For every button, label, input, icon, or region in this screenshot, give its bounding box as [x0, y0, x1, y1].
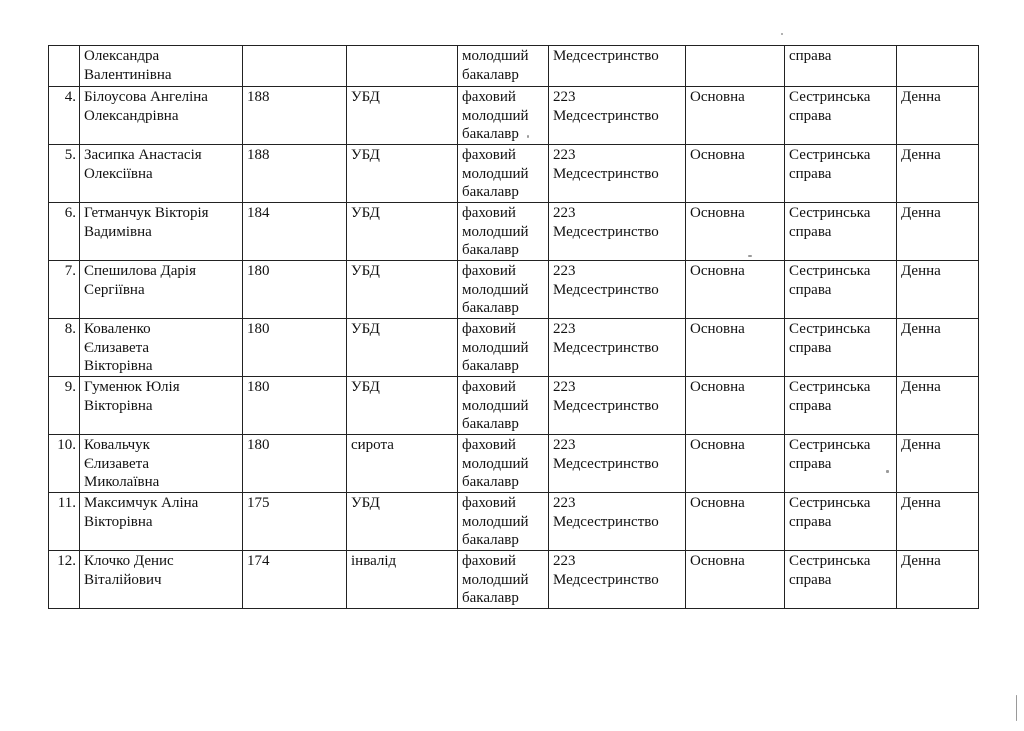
scan-speck — [527, 135, 529, 138]
cell-score-text: 180 — [247, 263, 270, 279]
cell-degree-line: бакалавр — [462, 126, 519, 142]
cell-program-line: справа — [789, 455, 832, 472]
cell-full-name-line: Єлизавета — [84, 339, 150, 356]
admission-table — [48, 45, 979, 609]
cell-number-text: 4. — [64, 89, 76, 105]
cell-full-name-line: Ковальчук — [84, 437, 150, 453]
cell-full-name-line: Вадимівна — [84, 223, 152, 240]
cell-program-line: Сестринська — [789, 147, 871, 163]
cell-full-name — [80, 493, 243, 551]
cell-full-name — [80, 145, 243, 203]
cell-category — [347, 261, 458, 319]
cell-score — [243, 46, 347, 87]
cell-funding-basis-text: Основна — [690, 89, 745, 105]
table-row — [49, 46, 979, 87]
cell-number-text: 12. — [57, 553, 76, 569]
cell-number-text: 9. — [64, 379, 76, 395]
table-row — [49, 377, 979, 435]
cell-study-form — [897, 377, 979, 435]
cell-category — [347, 87, 458, 145]
cell-specialty-line: 223 — [553, 437, 576, 453]
cell-score — [243, 493, 347, 551]
cell-number — [49, 87, 80, 145]
cell-specialty-line: Медсестринство — [553, 223, 659, 240]
cell-degree — [458, 203, 549, 261]
cell-degree-line: фаховий — [462, 147, 516, 163]
cell-degree — [458, 377, 549, 435]
cell-degree-line: фаховий — [462, 437, 516, 453]
cell-category — [347, 377, 458, 435]
cell-program-line: справа — [789, 107, 832, 124]
cell-number — [49, 377, 80, 435]
cell-category-text: УБД — [351, 379, 380, 395]
cell-specialty-line: Медсестринство — [553, 571, 659, 588]
cell-specialty-line: Медсестринство — [553, 455, 659, 472]
cell-full-name-line: Білоусова Ангеліна — [84, 89, 208, 105]
cell-number — [49, 551, 80, 609]
cell-degree-line: молодший — [462, 107, 529, 124]
scan-speck — [1016, 695, 1017, 721]
cell-degree — [458, 46, 549, 87]
cell-program — [785, 87, 897, 145]
cell-degree-line: бакалавр — [462, 300, 519, 316]
cell-program — [785, 435, 897, 493]
cell-study-form-text: Денна — [901, 263, 941, 279]
cell-funding-basis-text: Основна — [690, 437, 745, 453]
cell-full-name — [80, 319, 243, 377]
cell-specialty — [549, 319, 686, 377]
cell-degree-line: фаховий — [462, 495, 516, 511]
cell-degree-line: бакалавр — [462, 358, 519, 374]
cell-score — [243, 319, 347, 377]
cell-degree-line: молодший — [462, 339, 529, 356]
cell-specialty-line: Медсестринство — [553, 281, 659, 298]
cell-degree-line: молодший — [462, 48, 529, 64]
cell-program-line: справа — [789, 165, 832, 182]
cell-full-name-line: Максимчук Аліна — [84, 495, 199, 511]
cell-score-text: 174 — [247, 553, 270, 569]
cell-specialty-line: 223 — [553, 379, 576, 395]
cell-funding-basis-text: Основна — [690, 379, 745, 395]
cell-degree — [458, 551, 549, 609]
cell-category — [347, 493, 458, 551]
cell-full-name — [80, 87, 243, 145]
cell-specialty-line: 223 — [553, 495, 576, 511]
cell-full-name-line: Засипка Анастасія — [84, 147, 202, 163]
cell-program — [785, 203, 897, 261]
cell-program — [785, 551, 897, 609]
cell-funding-basis — [686, 46, 785, 87]
cell-degree — [458, 435, 549, 493]
cell-funding-basis — [686, 435, 785, 493]
cell-score — [243, 551, 347, 609]
cell-program-line: справа — [789, 48, 832, 64]
cell-program — [785, 46, 897, 87]
cell-degree-line: молодший — [462, 455, 529, 472]
cell-degree-line: фаховий — [462, 89, 516, 105]
cell-number — [49, 145, 80, 203]
cell-category — [347, 435, 458, 493]
cell-degree — [458, 87, 549, 145]
table-row — [49, 435, 979, 493]
cell-program-line: справа — [789, 397, 832, 414]
cell-number-text: 8. — [64, 321, 76, 337]
cell-specialty — [549, 203, 686, 261]
cell-specialty-line: 223 — [553, 147, 576, 163]
cell-number-text: 5. — [64, 147, 76, 163]
cell-program — [785, 145, 897, 203]
cell-specialty-line: Медсестринство — [553, 513, 659, 530]
cell-funding-basis — [686, 87, 785, 145]
cell-degree-line: молодший — [462, 281, 529, 298]
cell-number — [49, 435, 80, 493]
cell-category — [347, 203, 458, 261]
cell-full-name-line: Гетманчук Вікторія — [84, 205, 209, 221]
scan-speck — [781, 33, 783, 35]
cell-specialty-line: 223 — [553, 321, 576, 337]
table-row — [49, 493, 979, 551]
cell-program — [785, 493, 897, 551]
cell-specialty-line: Медсестринство — [553, 339, 659, 356]
cell-full-name-line: Спешилова Дарія — [84, 263, 197, 279]
cell-full-name-line: Вікторівна — [84, 513, 153, 530]
table-body — [49, 46, 979, 609]
cell-degree-line: бакалавр — [462, 590, 519, 606]
cell-specialty-line: Медсестринство — [553, 165, 659, 182]
cell-study-form-text: Денна — [901, 205, 941, 221]
cell-full-name — [80, 46, 243, 87]
cell-program-line: справа — [789, 223, 832, 240]
cell-category-text: УБД — [351, 321, 380, 337]
cell-specialty-line: Медсестринство — [553, 48, 659, 64]
cell-funding-basis — [686, 145, 785, 203]
scan-speck — [886, 470, 889, 473]
cell-degree-line: молодший — [462, 397, 529, 414]
cell-full-name-line: Коваленко — [84, 321, 151, 337]
cell-degree-line: бакалавр — [462, 184, 519, 200]
cell-funding-basis — [686, 203, 785, 261]
cell-study-form-text: Денна — [901, 321, 941, 337]
cell-score-text: 184 — [247, 205, 270, 221]
cell-funding-basis — [686, 493, 785, 551]
cell-funding-basis-text: Основна — [690, 553, 745, 569]
cell-study-form — [897, 319, 979, 377]
cell-category-text: УБД — [351, 263, 380, 279]
cell-degree-line: бакалавр — [462, 532, 519, 548]
cell-full-name-line: Сергіївна — [84, 281, 145, 298]
cell-degree-line: молодший — [462, 513, 529, 530]
cell-degree-line: фаховий — [462, 553, 516, 569]
cell-program-line: Сестринська — [789, 495, 871, 511]
cell-degree-line: бакалавр — [462, 66, 519, 83]
cell-specialty — [549, 46, 686, 87]
cell-full-name — [80, 551, 243, 609]
cell-program — [785, 377, 897, 435]
cell-degree-line: молодший — [462, 165, 529, 182]
table-row — [49, 261, 979, 319]
cell-study-form — [897, 145, 979, 203]
cell-number — [49, 261, 80, 319]
cell-category — [347, 46, 458, 87]
cell-study-form — [897, 203, 979, 261]
cell-full-name-line: Клочко Денис — [84, 553, 174, 569]
cell-score — [243, 261, 347, 319]
cell-specialty — [549, 551, 686, 609]
cell-program — [785, 261, 897, 319]
cell-category-text: інвалід — [351, 553, 397, 569]
cell-specialty-line: 223 — [553, 89, 576, 105]
cell-score-text: 188 — [247, 147, 270, 163]
cell-funding-basis-text: Основна — [690, 147, 745, 163]
cell-full-name-line: Олександрівна — [84, 107, 179, 124]
cell-score-text: 180 — [247, 321, 270, 337]
table-row — [49, 551, 979, 609]
cell-funding-basis-text: Основна — [690, 321, 745, 337]
cell-funding-basis-text: Основна — [690, 205, 745, 221]
cell-category-text: УБД — [351, 205, 380, 221]
table-row — [49, 319, 979, 377]
cell-study-form-text: Денна — [901, 89, 941, 105]
cell-program — [785, 319, 897, 377]
cell-funding-basis-text: Основна — [690, 495, 745, 511]
cell-program-line: Сестринська — [789, 89, 871, 105]
cell-study-form — [897, 46, 979, 87]
cell-number — [49, 203, 80, 261]
cell-full-name-line: Олексіївна — [84, 165, 153, 182]
cell-program-line: Сестринська — [789, 553, 871, 569]
cell-study-form — [897, 493, 979, 551]
cell-degree — [458, 493, 549, 551]
cell-specialty — [549, 377, 686, 435]
table-row — [49, 203, 979, 261]
cell-specialty-line: Медсестринство — [553, 397, 659, 414]
cell-degree — [458, 145, 549, 203]
cell-full-name-line: Віталійович — [84, 571, 162, 588]
cell-score — [243, 377, 347, 435]
cell-category — [347, 319, 458, 377]
cell-funding-basis — [686, 377, 785, 435]
cell-full-name-line: Єлизавета — [84, 455, 150, 472]
cell-funding-basis — [686, 319, 785, 377]
cell-full-name-line: Валентинівна — [84, 66, 172, 83]
scan-speck — [748, 255, 752, 257]
cell-program-line: справа — [789, 571, 832, 588]
cell-score-text: 180 — [247, 437, 270, 453]
cell-full-name-line: Вікторівна — [84, 397, 153, 414]
cell-degree-line: бакалавр — [462, 474, 519, 490]
cell-full-name-line: Миколаївна — [84, 474, 160, 490]
cell-degree-line: бакалавр — [462, 242, 519, 258]
cell-specialty — [549, 435, 686, 493]
cell-program-line: справа — [789, 513, 832, 530]
cell-number-text: 6. — [64, 205, 76, 221]
cell-program-line: Сестринська — [789, 379, 871, 395]
table-row — [49, 87, 979, 145]
cell-score-text: 188 — [247, 89, 270, 105]
cell-number — [49, 319, 80, 377]
cell-full-name-line: Вікторівна — [84, 358, 153, 374]
cell-category-text: УБД — [351, 495, 380, 511]
cell-degree-line: фаховий — [462, 379, 516, 395]
cell-score — [243, 87, 347, 145]
cell-score-text: 180 — [247, 379, 270, 395]
table-row — [49, 145, 979, 203]
cell-program-line: Сестринська — [789, 437, 871, 453]
cell-degree — [458, 319, 549, 377]
cell-specialty-line: 223 — [553, 205, 576, 221]
cell-degree-line: бакалавр — [462, 416, 519, 432]
cell-degree-line: фаховий — [462, 263, 516, 279]
cell-score — [243, 145, 347, 203]
cell-specialty — [549, 493, 686, 551]
cell-study-form-text: Денна — [901, 379, 941, 395]
cell-score — [243, 203, 347, 261]
cell-degree-line: молодший — [462, 223, 529, 240]
cell-program-line: справа — [789, 339, 832, 356]
cell-specialty — [549, 261, 686, 319]
cell-number-text: 11. — [57, 495, 76, 511]
cell-degree-line: фаховий — [462, 205, 516, 221]
cell-program-line: Сестринська — [789, 321, 871, 337]
cell-degree — [458, 261, 549, 319]
cell-specialty-line: Медсестринство — [553, 107, 659, 124]
cell-program-line: справа — [789, 281, 832, 298]
cell-category-text: УБД — [351, 147, 380, 163]
cell-specialty — [549, 87, 686, 145]
cell-specialty-line: 223 — [553, 263, 576, 279]
cell-number — [49, 493, 80, 551]
cell-study-form-text: Денна — [901, 147, 941, 163]
cell-study-form-text: Денна — [901, 553, 941, 569]
cell-full-name — [80, 377, 243, 435]
cell-full-name — [80, 435, 243, 493]
cell-full-name — [80, 203, 243, 261]
cell-number-text: 10. — [57, 437, 76, 453]
cell-degree-line: молодший — [462, 571, 529, 588]
cell-program-line: Сестринська — [789, 205, 871, 221]
cell-full-name-line: Гуменюк Юлія — [84, 379, 180, 395]
cell-specialty-line: 223 — [553, 553, 576, 569]
cell-degree-line: фаховий — [462, 321, 516, 337]
cell-study-form-text: Денна — [901, 437, 941, 453]
cell-study-form-text: Денна — [901, 495, 941, 511]
cell-study-form — [897, 435, 979, 493]
cell-full-name — [80, 261, 243, 319]
cell-funding-basis — [686, 261, 785, 319]
cell-study-form — [897, 87, 979, 145]
cell-number-text: 7. — [64, 263, 76, 279]
cell-study-form — [897, 261, 979, 319]
cell-category-text: сирота — [351, 437, 394, 453]
cell-score — [243, 435, 347, 493]
cell-score-text: 175 — [247, 495, 270, 511]
cell-study-form — [897, 551, 979, 609]
cell-number — [49, 46, 80, 87]
cell-funding-basis-text: Основна — [690, 263, 745, 279]
cell-full-name-line: Олександра — [84, 48, 160, 64]
cell-program-line: Сестринська — [789, 263, 871, 279]
cell-category — [347, 551, 458, 609]
cell-category — [347, 145, 458, 203]
cell-funding-basis — [686, 551, 785, 609]
cell-specialty — [549, 145, 686, 203]
cell-category-text: УБД — [351, 89, 380, 105]
